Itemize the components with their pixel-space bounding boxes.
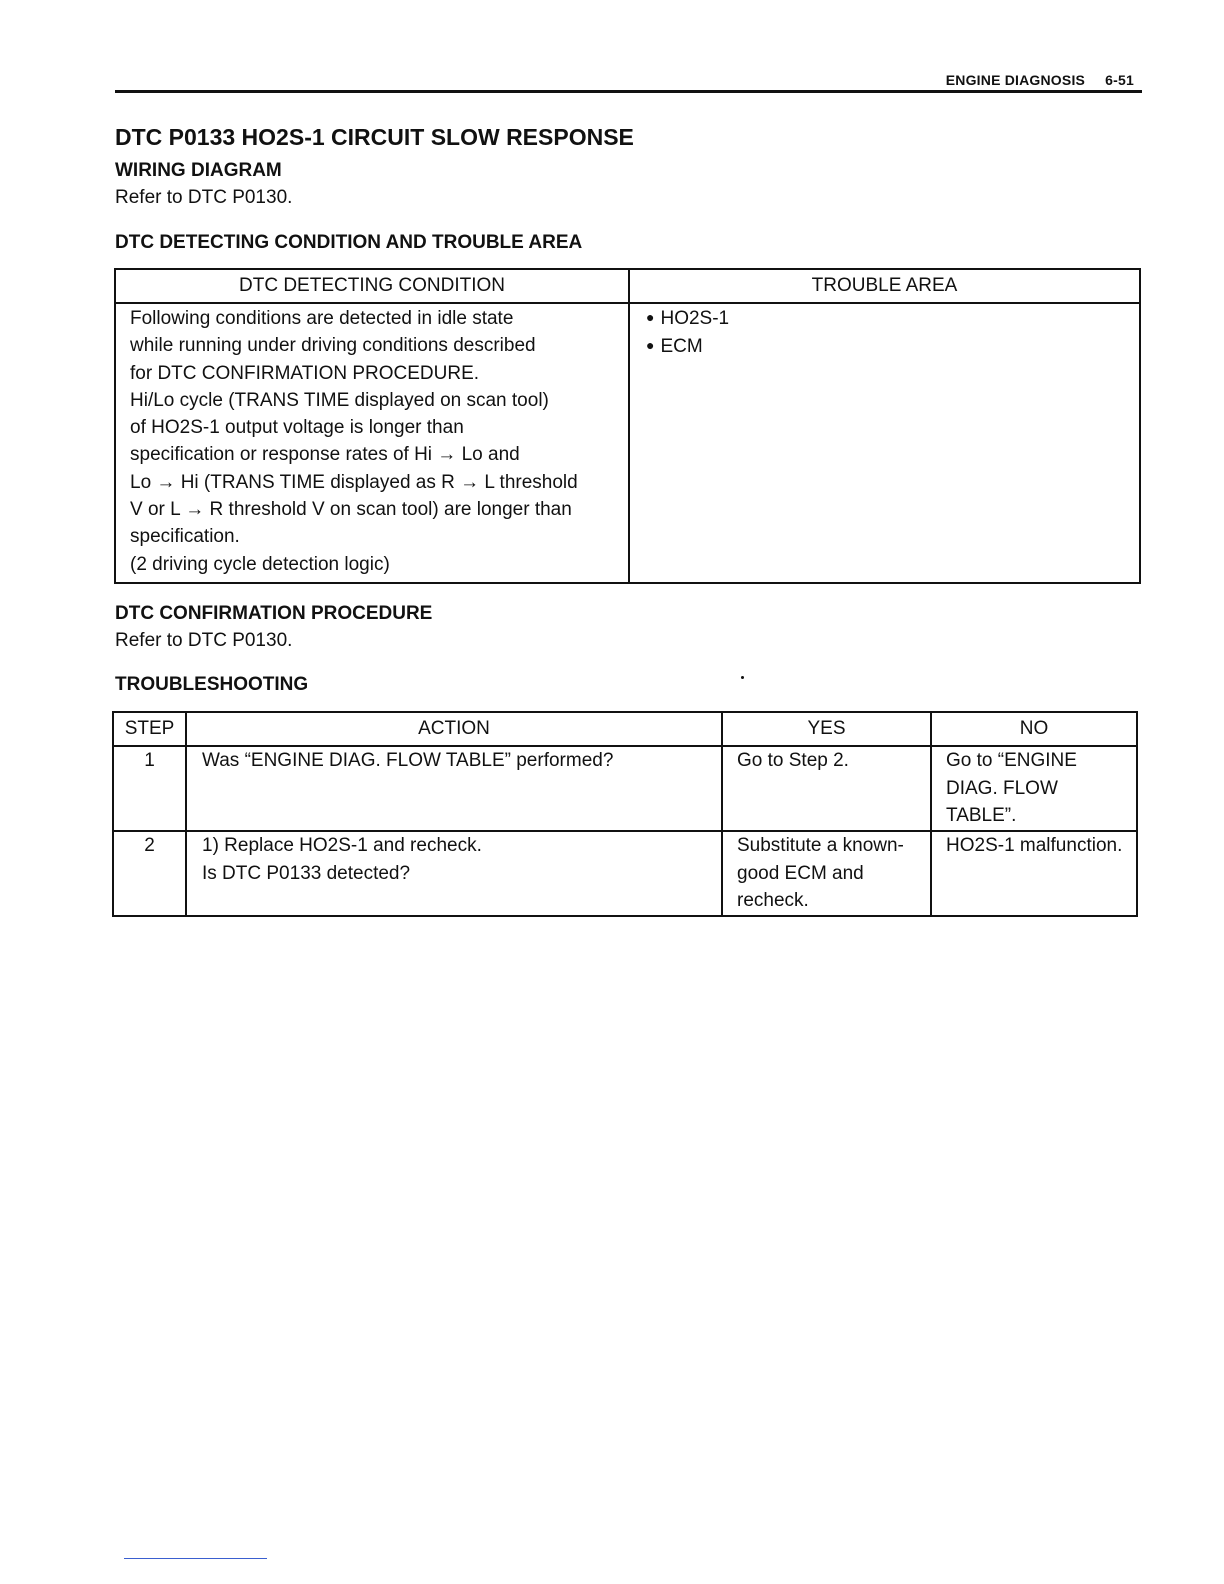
action-line: Was “ENGINE DIAG. FLOW TABLE” performed?	[202, 750, 614, 771]
condition-line: while running under driving conditions described	[130, 335, 536, 357]
trouble-area-cell	[629, 303, 1140, 583]
no-column-header: NO	[931, 712, 1137, 746]
yes-cell	[722, 746, 931, 831]
table-row	[113, 746, 1137, 831]
condition-line: of HO2S-1 output voltage is longer than	[130, 417, 464, 439]
action-cell	[186, 746, 722, 831]
table-row	[113, 831, 1137, 916]
stray-dot	[741, 676, 744, 679]
wiring-diagram-heading: WIRING DIAGRAM	[115, 160, 282, 181]
trouble-item-ho2s1: ● HO2S-1	[646, 305, 1139, 333]
no-cell	[931, 831, 1137, 916]
condition-line: for DTC CONFIRMATION PROCEDURE.	[130, 362, 480, 384]
condition-line: specification.	[130, 526, 240, 548]
yes-line: good ECM and	[737, 862, 864, 884]
action-line: Is DTC P0133 detected?	[202, 862, 411, 884]
running-header	[946, 72, 1134, 88]
step-column-header: STEP	[113, 712, 186, 746]
confirmation-text: Refer to DTC P0130.	[115, 630, 293, 651]
condition-line: Lo → Hi (TRANS TIME displayed as R → L threshold	[130, 471, 578, 493]
wiring-diagram-text: Refer to DTC P0130.	[115, 187, 293, 208]
condition-cell	[115, 303, 629, 583]
detecting-heading: DTC DETECTING CONDITION AND TROUBLE AREA	[115, 232, 583, 253]
step-number: 1	[113, 746, 186, 831]
header-section: ENGINE DIAGNOSIS	[945, 72, 1086, 88]
step-number: 2	[113, 831, 186, 916]
condition-line: Hi/Lo cycle (TRANS TIME displayed on scan tool)	[130, 389, 549, 411]
troubleshooting-table	[112, 711, 1138, 917]
trouble-item-ecm: ● ECM	[646, 333, 1139, 361]
no-line: Go to “ENGINE	[946, 750, 1077, 771]
no-cell	[931, 746, 1137, 831]
header-rule	[115, 90, 1142, 93]
condition-column-header: DTC DETECTING CONDITION	[115, 269, 629, 303]
trouble-column-header: TROUBLE AREA	[629, 269, 1140, 303]
yes-line: Substitute a known-	[737, 835, 904, 856]
troubleshooting-heading: TROUBLESHOOTING	[115, 674, 309, 695]
no-line: HO2S-1 malfunction.	[946, 835, 1123, 856]
condition-line: Following conditions are detected in idle state	[130, 308, 514, 329]
condition-line: specification or response rates of Hi → Lo and	[130, 444, 520, 466]
no-line: TABLE”.	[946, 805, 1017, 826]
trouble-area-list	[630, 304, 1139, 361]
footer-rule	[124, 1558, 267, 1559]
yes-line: Go to Step 2.	[737, 750, 849, 771]
yes-column-header: YES	[722, 712, 931, 746]
action-column-header: ACTION	[186, 712, 722, 746]
confirmation-heading: DTC CONFIRMATION PROCEDURE	[115, 603, 433, 624]
page-title: DTC P0133 HO2S-1 CIRCUIT SLOW RESPONSE	[115, 124, 634, 150]
condition-line: V or L → R threshold V on scan tool) are longer than	[130, 499, 572, 521]
no-line: DIAG. FLOW	[946, 777, 1058, 799]
condition-table	[114, 268, 1141, 584]
action-line: 1) Replace HO2S-1 and recheck.	[202, 835, 482, 856]
page-number: 6-51	[1105, 72, 1134, 88]
action-cell	[186, 831, 722, 916]
condition-line: (2 driving cycle detection logic)	[130, 553, 390, 575]
yes-cell	[722, 831, 931, 916]
yes-line: recheck.	[737, 890, 809, 911]
